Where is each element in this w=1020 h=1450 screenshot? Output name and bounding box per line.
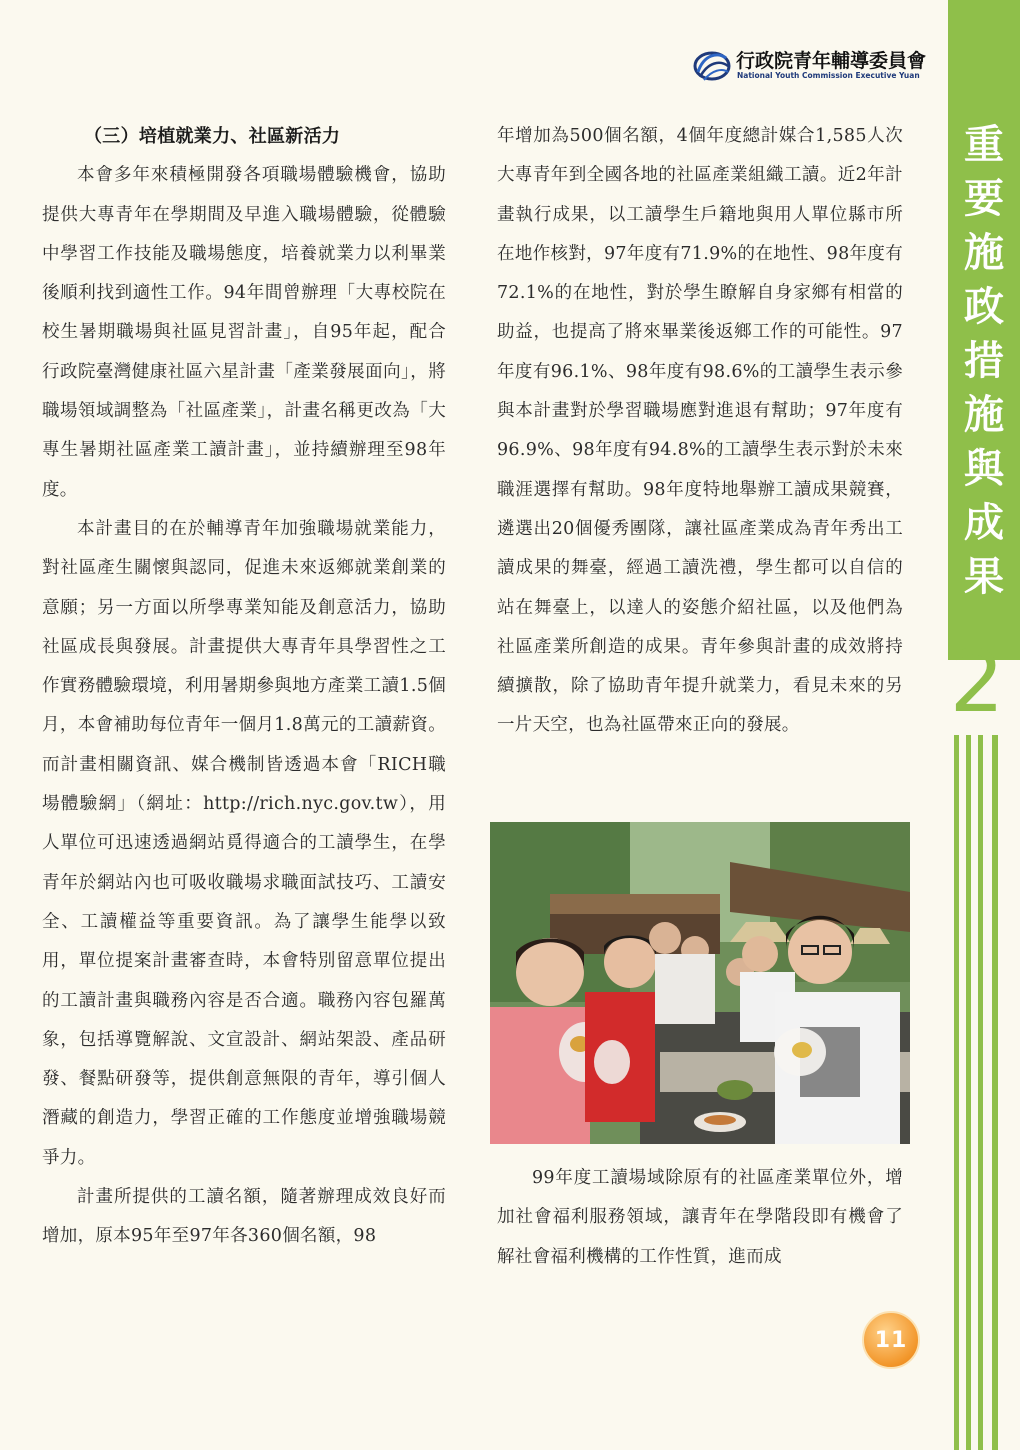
body-paragraph: 年增加為500個名額，4個年度總計媒合1,585人次大專青年到全國各地的社區產業組織工讀。近2年計畫執行成果，以工讀學生戶籍地與用人單位縣市所在地作核對，97年度有71.9%的在地性、98年度有72.1%的在地性，對於學生瞭解自身家鄉有相當的助益，也提高了將來畢業後返鄉工作的可能性。97年度有96.1%、98年度有98.6%的工讀學生表示參與本計畫對於學習職場應對進退有幫助；97年度有96.9%、98年度有94.8%的工讀學生表示對於未來職涯選擇有幫助。98年度特地舉辦工讀成果競賽，遴選出20個優秀團隊，讓社區產業成為青年秀出工讀成果的舞臺，經過工讀洗禮，學生都可以自信的站在舞臺上，以達人的姿態介紹社區，以及他們為社區產業所創造的成果。青年參與計畫的成效將持續擴散，除了協助青年提升就業力，看見未來的另一片天空，也為社區帶來正向的發展。 — [497, 126, 903, 736]
section-heading: （三）培植就業力、社區新活力 — [84, 126, 341, 147]
students-photo — [490, 822, 910, 1144]
chapter-title-char: 重 — [964, 121, 1004, 168]
page-number-badge: 11 — [862, 1311, 920, 1369]
chapter-title-char: 政 — [964, 283, 1004, 330]
right-text-column — [497, 117, 903, 746]
chapter-title — [948, 118, 1020, 604]
chapter-title-char: 成 — [964, 499, 1004, 546]
chapter-title-char: 施 — [964, 391, 1004, 438]
chapter-sidebar — [948, 0, 1020, 660]
stripe — [978, 735, 983, 1450]
chapter-title-char: 措 — [964, 337, 1004, 384]
stripe — [966, 735, 971, 1450]
body-paragraph: 本計畫目的在於輔導青年加強職場就業能力，對社區產生關懷與認同，促進未來返鄉就業創業的意願；另一方面以所學專業知能及創意活力，協助社區成長與發展。計畫提供大專青年具學習性之工作實務體驗環境，利用暑期參與地方產業工讀1.5個月，本會補助每位青年一個月1.8萬元的工讀薪資。而計畫相關資訊、媒合機制皆透過本會「RICH職場體驗網」（網址：http://rich.nyc.gov.tw），用人單位可迅速透過網站覓得適合的工讀學生，在學青年於網站內也可吸收職場求職面試技巧、工讀安全、工讀權益等重要資訊。為了讓學生能學以致用，單位提案計畫審查時，本會特別留意單位提出的工讀計畫與職務內容是否合適。職務內容包羅萬象，包括導覽解說、文宣設計、網站架設、產品研發、餐點研發等，提供創意無限的青年，導引個人潛藏的創造力，學習正確的工作態度並增強職場競爭力。 — [42, 518, 446, 1168]
chapter-title-char: 果 — [964, 553, 1004, 600]
left-text-column — [42, 117, 446, 1257]
organization-logo — [692, 44, 932, 84]
body-paragraph: 本會多年來積極開發各項職場體驗機會，協助提供大專青年在學期間及早進入職場體驗，從體驗中學習工作技能及職場態度，培養就業力以利畢業後順利找到適性工作。94年間曾辦理「大專校院在校生暑期職場與社區見習計畫」，自95年起，配合行政院臺灣健康社區六星計畫「產業發展面向」，將職場領域調整為「社區產業」，計畫名稱更改為「大專生暑期社區產業工讀計畫」，並持續辦理至98年度。 — [42, 165, 446, 500]
body-paragraph: 計畫所提供的工讀名額，隨著辦理成效良好而增加，原本95年至97年各360個名額，98 — [42, 1187, 446, 1247]
chapter-title-char: 施 — [964, 229, 1004, 276]
stripe — [954, 735, 959, 1450]
caption-text: 99年度工讀場域除原有的社區產業單位外，增加社會福利服務領域，讓青年在學階段即有機會了解社會福利機構的工作性質，進而成 — [497, 1168, 903, 1267]
chapter-title-char: 與 — [964, 445, 1004, 492]
photo-illustration — [490, 822, 910, 1144]
org-name-zh: 行政院青年輔導委員會 — [736, 50, 927, 72]
chapter-title-char: 要 — [964, 175, 1004, 222]
logo-swirl-icon — [692, 44, 732, 84]
stripe — [992, 735, 998, 1450]
chapter-number: 2 — [949, 632, 1005, 732]
photo-caption — [497, 1159, 903, 1277]
decorative-stripes — [954, 735, 1014, 1450]
org-name-en: National Youth Commission Executive Yuan — [737, 71, 920, 80]
